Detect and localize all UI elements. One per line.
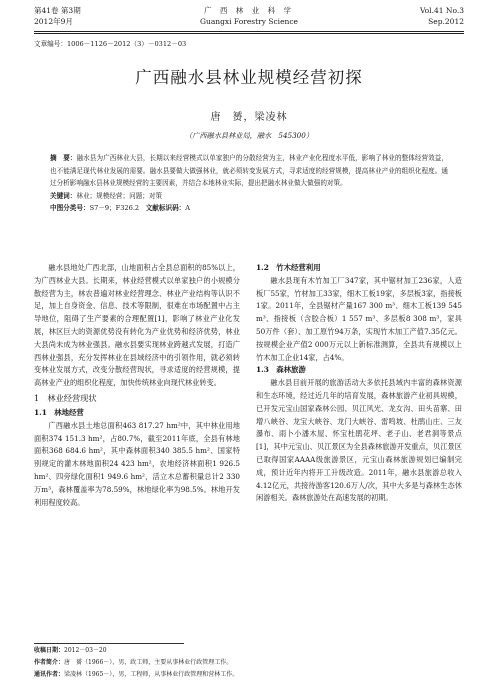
affiliation: （广西融水县林业局，融水 545300）: [184, 131, 314, 140]
running-header: [34, 5, 464, 29]
paragraph-1-1: 广西融水县土地总面积463 817.27 hm²中，其中林业用地面积374 151.3 hm²，占80.7%，截至2011年底，全县有林地面积368 684.6 hm²，其中森林面积340 385.5 hm²、国家特别规定的灌木林地面积24 423 hm²，农地经济林面积1 926.5 hm²、四旁绿化面积1 949.6 hm²，活立木总蓄积量总计2 330万m³，森林覆盖率为78.59%，林地绿化率为98.5%。林地开发利用程度较高。: [34, 420, 240, 507]
footnote-rule: [34, 643, 184, 644]
subsection-heading-1-3: 1.3 森林旅游: [256, 365, 306, 375]
body-columns: [34, 262, 464, 622]
keywords: 关键词：林业；规模经营；问题；对策: [50, 191, 163, 200]
abstract-block: [50, 152, 448, 215]
authors: 唐 赟，梁凌林: [210, 112, 288, 123]
abstract: 摘 要：融水县为广西林业大县，长期以来经营模式以单家独户的分散经营为主，林业产业化程度水平低，影响了林业的整体经营效益，也不能满足现代林业发展的需要。融水县要做大做强林业，就必须转变发展方式，寻求适度的经营规模，提高林业产业的组织化程度。通过分析影响融水县林业规模经营的主要因素，并结合本地林业实际，提出把融水林业做大做强的对策。: [50, 154, 449, 188]
received-date: 收稿日期：2012－03－20: [34, 647, 107, 654]
header-rule-bottom: [34, 33, 464, 34]
corresponding-author: 通讯作者：梁凌林（1965－），男，工程师，从事林业行政管理和营林工作。: [34, 671, 239, 678]
section-heading-1: 1 林业经营现状: [34, 392, 97, 403]
intro-paragraph: 融水县地处广西北部，山地面积占全县总面积的85%以上，为广西林业大县。长期来，林业经营模式以单家独户的小规模分散经营为主，林农普遍对林业经营理念、林业产业结构等认识不足，加上自身资金、信息、技术等限制，很难在市场配置中占主导地位，阻碍了生产要素的合理配置[1]，影响了林业产业化发展，林区巨大的资源优势没有转化为产业优势和经济优势，林业大县尚未成为林业强县。融水县要实现林业跨越式发展，打造广西林业强县，充分发挥林业在县域经济中的引领作用，就必须转变林业发展方式，改变分散经营现状，寻求适度的经营规模，提高林业产业的组织化程度，加快传统林业向现代林业转变。: [34, 263, 240, 388]
paragraph-1-2: 融水县现有木竹加工厂347家，其中锯材加工236家，人造板厂55家，竹材加工33家，细木工板19家，多层板3家，指接板1家。2011年，全县锯材产量167 300 m³、细木工板139 545 m³、指接板（含胶合板）1 557 m³、多层板8 308 m³，家具50万件（套）、加工原竹94万条，实现竹木加工产值7.35亿元。按规模企业产值2 000万元以上新标准测算，全县共有规模以上竹木加工企业14家，占4%。: [256, 275, 462, 362]
subsection-heading-1-2: 1.2 竹木经营利用: [256, 263, 321, 272]
journal-volume: Vol.41 No.3 Sep.2012: [419, 6, 464, 26]
classification: 中图分类号：S7－9；F326.2 文献标识码：A: [50, 204, 191, 213]
subsection-heading-1-1: 1.1 林地经营: [34, 407, 84, 417]
journal-name: 广 西 林 业 科 学 Guangxi Forestry Science: [200, 6, 298, 26]
author-bio: 作者简介：唐 赟（1966－），男，政工师，主要从事林业行政管理工作。: [34, 659, 233, 666]
article-number: 文章编号：1006－1126－2012（3）－0312－03: [34, 40, 187, 48]
footnotes: [34, 645, 464, 681]
column-right: [256, 262, 462, 505]
header-rule-top: [34, 31, 464, 32]
journal-issue: 第41卷 第3期 2012年9月: [34, 6, 81, 26]
column-left: [34, 262, 240, 509]
paragraph-1-3: 融水县目前开展的旅游活动大多依托县域内丰富的森林资源和生态环境，经过近几年的培育发展，森林旅游产业初具规模，已开发元宝山国家森林公园、贝江风光、龙女沟、田头苗寨、田增八峡谷、龙宝大峡谷、龙门大峡谷、雷鸣坡、杜鹃山庄、三友瀑布、雨卜小潘木屋、怀宝杜鹃花坪、老子山、老君洞等景点[1]，其中元宝山、贝江景区为全县森林旅游开发重点，贝江景区已取得国家AAAA级旅游景区，元宝山森林旅游规划已编制完成，预计近年内将开工升级改造。2011年，融水县旅游总收入4.12亿元，共接待游客120.6万人/次，其中大多是与森林生态休闲游相关。森林旅游处在高速发展的初期。: [256, 378, 462, 503]
page-title: 广西融水县林业规模经营初探: [135, 68, 363, 87]
